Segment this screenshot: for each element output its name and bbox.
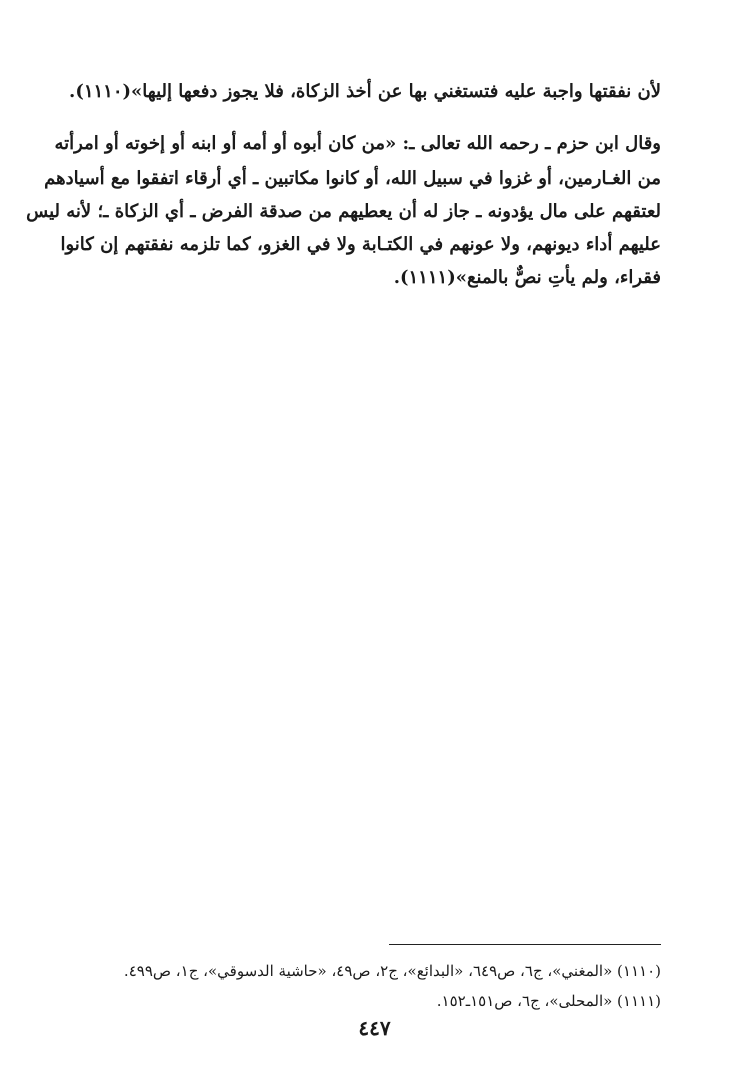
paragraph-line-1: وقال ابن حزم ـ رحمه الله تعالى ـ: «من كان أبوه أو أمه أو ابنه أو إخوته أو امرأته: [54, 133, 661, 154]
body-line-1: لأن نفقتها واجبة عليه فتستغني بها عن أخذ الزكاة، فلا يجوز دفعها إليها»(١١١٠).: [69, 81, 661, 102]
footnote-1111: (١١١١) «المحلى»، ج٦، ص١٥١ـ١٥٢.: [436, 992, 661, 1010]
footnote-separator: [389, 944, 661, 945]
page-number: ٤٤٧: [358, 1016, 391, 1040]
paragraph-line-4: عليهم أداء ديونهم، ولا عونهم في الكتـابة ولا في الغزو، كما تلزمه نفقتهم إن كانوا: [60, 234, 661, 255]
footnote-1110: (١١١٠) «المغني»، ج٦، ص٦٤٩، «البدائع»، ج٢، ص٤٩، «حاشية الدسوقي»، ج١، ص٤٩٩.: [123, 962, 661, 980]
paragraph-line-2: من الغـارمين، أو غزوا في سبيل الله، أو كانوا مكاتبين ـ أي أرقاء اتفقوا مع أسيادهم: [44, 168, 661, 189]
paragraph-line-5: فقراء، ولم يأتِ نصٌّ بالمنع»(١١١١).: [393, 267, 661, 288]
paragraph-line-3: لعتقهم على مال يؤدونه ـ جاز له أن يعطيهم من صدقة الفرض ـ أي الزكاة ـ؛ لأنه ليس: [26, 201, 661, 222]
